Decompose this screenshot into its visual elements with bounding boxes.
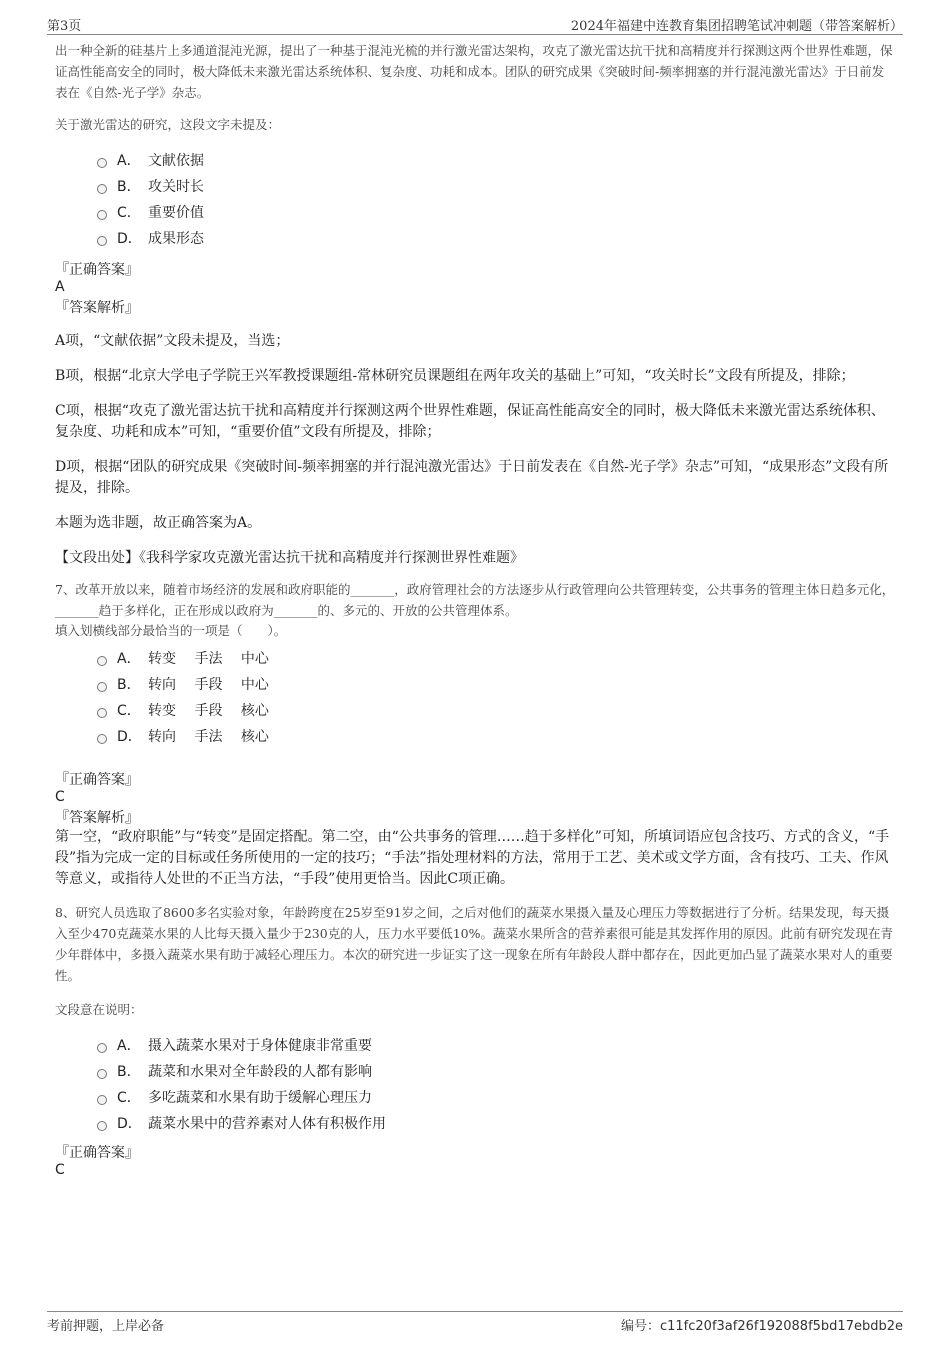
q7-analysis: 第一空，“政府职能”与“转变”是固定搭配。第二空，由“公共事务的管理……趋于多样化”可知，所填词语应包含技巧、方式的含义，“手段”指为完成一定的目标或任务所使用的一定的技巧；“手法”指处理材料的方法，常用于工艺、美术或文学方面，含有技巧、工夫、作风等意义，或指待人处世的不正当方法，“手段”使用更恰当。因此C项正确。 <box>55 829 890 887</box>
radio-icon[interactable] <box>97 682 107 692</box>
radio-icon[interactable] <box>97 1069 107 1079</box>
q7-options <box>97 645 895 749</box>
document-title: 2024年福建中连教育集团招聘笔试冲刺题（带答案解析） <box>570 19 903 34</box>
q7-analysis-label: 『答案解析』 <box>55 810 139 826</box>
q7-answer-label: 『正确答案』 <box>55 772 139 788</box>
q6-analysis-c: C项，根据“攻克了激光雷达抗干扰和高精度并行探测这两个世界性难题，保证高性能高安全的同时，极大降低未来激光雷达系统体积、复杂度、功耗和成本”可知，“重要价值”文段有所提及，排除； <box>55 403 885 440</box>
q8-stem: 8、研究人员选取了8600多名实验对象，年龄跨度在25岁至91岁之间，之后对他们的蔬菜水果摄入量及心理压力等数据进行了分析。结果发现，每天摄入至少470克蔬菜水果的人比每天摄入量少于230克的人，压力水平要低10%。蔬菜水果所含的营养素很可能是其发挥作用的原因。此前有研究发现在青少年群体中，多摄入蔬菜水果有助于减轻心理压力。本次的研究进一步证实了这一现象在所有年龄段人群中都存在，因此更加凸显了蔬菜水果对人的重要性。 <box>55 905 894 983</box>
q6-analysis-d: D项，根据“团队的研究成果《突破时间-频率拥塞的并行混沌激光雷达》于日前发表在《自然-光子学》杂志”可知，“成果形态”文段有所提及，排除。 <box>55 459 889 496</box>
q6-option-a[interactable]: A． 文献依据 <box>97 147 895 173</box>
q8-option-d[interactable]: D． 蔬菜水果中的营养素对人体有积极作用 <box>97 1110 895 1136</box>
q6-conclusion: 本题为选非题，故正确答案为A。 <box>55 515 262 531</box>
q7-option-a[interactable]: A． 转变 手法 中心 <box>97 645 895 671</box>
q8-question: 文段意在说明： <box>55 1002 143 1017</box>
page-footer <box>47 1311 903 1334</box>
q6-source: 【文段出处】《我科学家攻克激光雷达抗干扰和高精度并行探测世界性难题》 <box>55 550 524 566</box>
radio-icon[interactable] <box>97 734 107 744</box>
q6-analysis-label: 『答案解析』 <box>55 300 139 316</box>
q6-analysis-b: B项，根据“北京大学电子学院王兴军教授课题组-常林研究员课题组在两年攻关的基础上”可知，“攻关时长”文段有所提及，排除； <box>55 368 855 384</box>
q7-option-d[interactable]: D． 转向 手法 核心 <box>97 723 895 749</box>
radio-icon[interactable] <box>97 656 107 666</box>
q6-option-c[interactable]: C． 重要价值 <box>97 199 895 225</box>
radio-icon[interactable] <box>97 210 107 220</box>
page-header <box>47 12 903 35</box>
footer-slogan: 考前押题，上岸必备 <box>47 1319 165 1334</box>
q7-option-b[interactable]: B． 转向 手段 中心 <box>97 671 895 697</box>
q8-answer-label: 『正确答案』 <box>55 1145 139 1161</box>
q8-options <box>97 1032 895 1136</box>
document-body <box>55 40 895 1178</box>
radio-icon[interactable] <box>97 158 107 168</box>
q6-options <box>97 147 895 251</box>
q6-option-d[interactable]: D． 成果形态 <box>97 225 895 251</box>
radio-icon[interactable] <box>97 236 107 246</box>
document-code <box>621 1315 903 1334</box>
document-code-value: c11fc20f3af26f192088f5bd17ebdb2e <box>659 1319 903 1334</box>
radio-icon[interactable] <box>97 184 107 194</box>
q6-answer: A <box>55 279 65 295</box>
radio-icon[interactable] <box>97 1121 107 1131</box>
q6-analysis-a: A项，“文献依据”文段未提及，当选； <box>55 333 290 349</box>
q8-option-b[interactable]: B． 蔬菜和水果对全年龄段的人都有影响 <box>97 1058 895 1084</box>
q6-option-b[interactable]: B． 攻关时长 <box>97 173 895 199</box>
q6-passage: 出一种全新的硅基片上多通道混沌光源，提出了一种基于混沌光梳的并行激光雷达架构，攻克了激光雷达抗干扰和高精度并行探测这两个世界性难题，保证高性能高安全的同时，极大降低未来激光雷达系统体积、复杂度、功耗和成本。团队的研究成果《突破时间-频率拥塞的并行混沌激光雷达》于日前发表在《自然-光子学》杂志。 <box>55 43 893 100</box>
q6-question: 关于激光雷达的研究，这段文字未提及： <box>55 117 281 132</box>
q8-option-a[interactable]: A． 摄入蔬菜水果对于身体健康非常重要 <box>97 1032 895 1058</box>
radio-icon[interactable] <box>97 1095 107 1105</box>
page-number: 第3页 <box>47 19 82 34</box>
q8-answer: C <box>55 1162 65 1178</box>
q7-answer: C <box>55 789 65 805</box>
q8-option-c[interactable]: C． 多吃蔬菜和水果有助于缓解心理压力 <box>97 1084 895 1110</box>
q7-stem: 7、改革开放以来，随着市场经济的发展和政府职能的_______，政府管理社会的方法逐步从行政管理向公共管理转变，公共事务的管理主体日趋多元化，_______趋于多样化，正在形成以政府为_______的、多元的、开放的公共管理体系。 <box>55 582 895 618</box>
radio-icon[interactable] <box>97 1043 107 1053</box>
radio-icon[interactable] <box>97 708 107 718</box>
q7-question: 填入划横线部分最恰当的一项是（ ）。 <box>55 623 287 638</box>
document-code-label: 编号： <box>620 1319 660 1334</box>
q7-option-c[interactable]: C． 转变 手段 核心 <box>97 697 895 723</box>
q6-answer-label: 『正确答案』 <box>55 262 139 278</box>
